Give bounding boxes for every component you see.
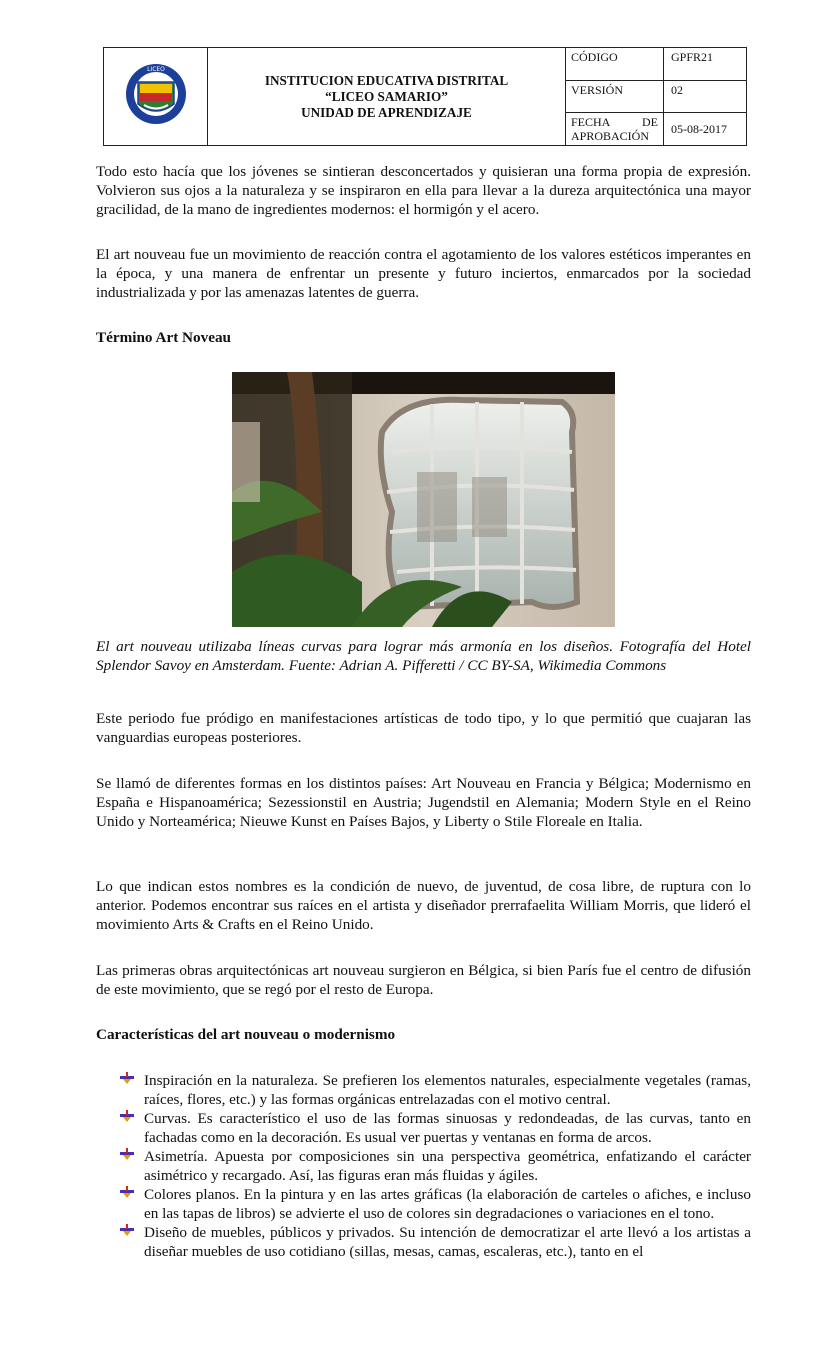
version-value: 02 [664,81,747,113]
institution-name: INSTITUCION EDUCATIVA DISTRITAL [264,72,509,88]
paragraph-4 [96,774,751,831]
list-item [96,1071,751,1109]
bullet-text: Curvas. Es característico el uso de las formas sinuosas y redondeadas, de las curvas, tanto en fachadas como en la decoración. Es usual ver puertas y ventanas en forma de arcos. [144,1110,751,1146]
paragraph-3 [96,709,751,747]
paragraph-5 [96,877,751,934]
list-item [96,1223,751,1261]
school-logo-icon [124,60,188,128]
paragraph-2-text: El art nouveau fue un movimiento de reacción contra el agotamiento de los valores estéticos imperantes en la época, y una manera de enfrentar un presente y futuro inciertos, enmarcados por la sociedad industrializada y por las amenazas latentes de guerra. [96,246,751,301]
institution-title-cell [208,48,566,146]
paragraph-2 [96,245,751,302]
fecha-label-cell [566,113,664,146]
bullet-text: Colores planos. En la pintura y en las artes gráficas (la elaboración de carteles o afiches, e incluso en las tapas de libros) se advierte el uso de colores sin degradaciones o variaciones en el tono. [144,1186,751,1222]
codigo-label: CÓDIGO [566,48,664,81]
bullet-text: Inspiración en la naturaleza. Se prefieren los elementos naturales, especialmente vegetales (ramas, raíces, flores, etc.) y las formas orgánicas entrelazadas con el motivo central. [144,1072,751,1108]
fecha-value: 05-08-2017 [664,113,747,146]
arrow-bullet-icon [120,1148,134,1167]
arrow-bullet-icon [120,1224,134,1243]
school-logo-cell [104,48,208,146]
arrow-bullet-icon [120,1186,134,1205]
school-name: “LICEO SAMARIO” [325,88,448,104]
de-label: DE [642,115,658,129]
bullet-text: Asimetría. Apuesta por composiciones sin una perspectiva geométrica, enfatizando el carácter asimétrico y recargado. Así, las figuras eran más fluidas y ágiles. [144,1148,751,1184]
version-label: VERSIÓN [566,81,664,113]
unit-name: UNIDAD DE APRENDIZAJE [301,104,472,120]
list-item [96,1147,751,1185]
paragraph-4-text: Se llamó de diferentes formas en los distintos países: Art Nouveau en Francia y Bélgica; Modernismo en España e Hispanoamérica; Sezessionstil en Austria; Jugendstil en Alemania; Modern Style en el Reino Unido y Norteamérica; Nieuwe Kunst en Países Bajos, y Liberty o Stile Floreale en Italia. [96,775,751,830]
paragraph-3-text: Este periodo fue pródigo en manifestaciones artísticas de todo tipo, y lo que permitió que cuajaran las vanguardias europeas posteriores. [96,710,751,746]
section-heading-characteristics: Características del art nouveau o modernismo [96,1026,396,1043]
aprobacion-label: APROBACIÓN [571,129,650,143]
paragraph-1 [96,162,751,219]
svg-text:LICEO: LICEO [146,66,165,73]
characteristics-list [96,1071,751,1261]
arrow-bullet-icon [120,1072,134,1091]
list-item [96,1109,751,1147]
photo-caption-text: El art nouveau utilizaba líneas curvas para lograr más armonía en los diseños. Fotografía del Hotel Splendor Savoy en Amsterdam. Fuente: Adrian A. Pifferetti / CC BY-SA, Wikimedia Commons [96,638,751,674]
fecha-label: FECHA [571,115,611,129]
paragraph-5-text: Lo que indican estos nombres es la condición de nuevo, de juventud, de cosa libre, de ruptura con lo anterior. Podemos encontrar sus raíces en el artista y diseñador prerrafaelita William Morris, que lideró el movimiento Arts & Crafts en el Reino Unido. [96,878,751,933]
arrow-bullet-icon [120,1110,134,1129]
codigo-value: GPFR21 [664,48,747,81]
bullet-text: Diseño de muebles, públicos y privados. Su intención de democratizar el arte llevó a los artistas a diseñar muebles de uso cotidiano (sillas, mesas, camas, escaleras, etc.), tanto en el [144,1224,751,1260]
section-heading-term: Término Art Noveau [96,329,231,346]
paragraph-6 [96,961,751,999]
paragraph-6-text: Las primeras obras arquitectónicas art nouveau surgieron en Bélgica, si bien París fue el centro de difusión de este movimiento, que se regó por el resto de Europa. [96,962,751,998]
hotel-window-photo [232,372,615,627]
document-header-table [103,47,747,146]
list-item [96,1185,751,1223]
paragraph-1-text: Todo esto hacía que los jóvenes se sintieran desconcertados y quisieran una forma propia de expresión. Volvieron sus ojos a la naturaleza y se inspiraron en ella para llevar a la dureza arquitectónica una mayor gracilidad, de la mano de ingredientes modernos: el hormigón y el acero. [96,163,751,218]
photo-caption [96,637,751,675]
